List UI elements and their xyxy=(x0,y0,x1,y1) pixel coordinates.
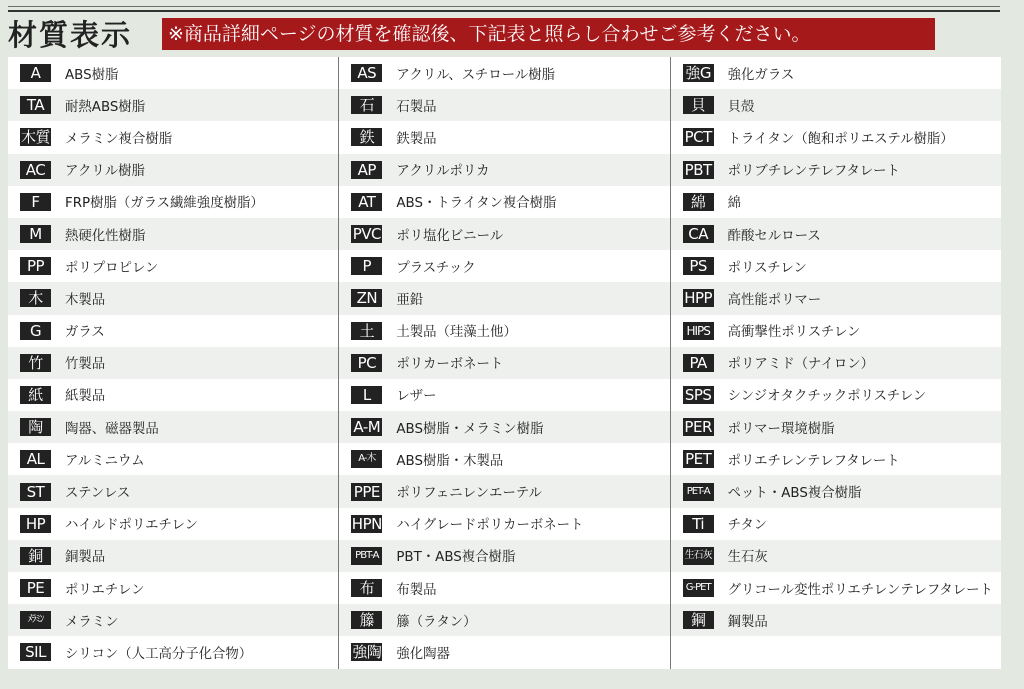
material-row xyxy=(339,443,669,475)
material-row xyxy=(671,636,1001,668)
material-name: ポリカーボネート xyxy=(396,357,504,373)
material-name: 耐熱ABS樹脂 xyxy=(65,99,146,115)
material-row xyxy=(8,89,338,121)
material-code-badge: TA xyxy=(20,96,51,114)
material-row xyxy=(8,282,338,314)
material-column xyxy=(670,57,1001,669)
material-name: 陶器、磁器製品 xyxy=(65,421,159,437)
material-row xyxy=(671,411,1001,443)
material-row xyxy=(8,572,338,604)
material-code-badge: Ti xyxy=(683,515,714,533)
material-name: FRP樹脂（ガラス繊維強度樹脂） xyxy=(65,196,264,212)
material-code-badge: 籐 xyxy=(351,611,382,629)
material-name: ポリマー環境樹脂 xyxy=(727,421,835,437)
material-code-badge: 陶 xyxy=(20,418,51,436)
material-row xyxy=(339,282,669,314)
material-code-badge: HIPS xyxy=(683,322,714,340)
material-name: 強化陶器 xyxy=(396,646,450,662)
material-row xyxy=(671,475,1001,507)
material-name: 生石灰 xyxy=(727,550,768,566)
material-row xyxy=(339,379,669,411)
material-name: 竹製品 xyxy=(65,357,106,373)
material-row xyxy=(671,347,1001,379)
material-name: 籐（ラタン） xyxy=(396,614,477,630)
material-name: アクリル、スチロール樹脂 xyxy=(396,67,556,83)
material-row xyxy=(671,379,1001,411)
material-name: アルミニウム xyxy=(65,453,145,469)
material-row xyxy=(8,250,338,282)
material-code-badge: 貝 xyxy=(683,96,714,114)
material-name: PBT・ABS複合樹脂 xyxy=(396,550,516,566)
material-row xyxy=(8,443,338,475)
material-code-badge: PC xyxy=(351,354,382,372)
material-code-badge: 銅 xyxy=(20,547,51,565)
material-row xyxy=(8,411,338,443)
material-code-badge: A xyxy=(20,64,51,82)
material-name: ステンレス xyxy=(65,486,131,502)
material-name: アクリル樹脂 xyxy=(65,164,145,180)
material-name: ガラス xyxy=(65,325,105,341)
material-name: 酢酸セルロース xyxy=(727,228,821,244)
material-code-badge: L xyxy=(351,386,382,404)
material-name: グリコール変性ポリエチレンテレフタレート xyxy=(727,582,993,598)
material-row xyxy=(671,250,1001,282)
material-code-badge: PPE xyxy=(351,483,382,501)
material-code-badge: A-M xyxy=(351,418,382,436)
material-code-badge: AP xyxy=(351,161,382,179)
material-code-badge: HPN xyxy=(351,514,382,533)
material-row xyxy=(671,282,1001,314)
material-name: ポリエチレンテレフタレート xyxy=(727,453,900,469)
material-code-badge: AT xyxy=(351,193,382,211)
material-code-badge: SIL xyxy=(20,643,51,661)
top-rule xyxy=(8,6,1000,7)
material-code-badge: HPP xyxy=(684,289,713,308)
material-code-badge: ﾒﾗﾐﾝ xyxy=(20,611,51,629)
material-name: 亜鉛 xyxy=(396,292,424,308)
material-name: ポリ塩化ビニール xyxy=(396,228,504,244)
material-code-badge: 石 xyxy=(351,96,382,114)
material-name: ポリアミド（ナイロン） xyxy=(727,357,875,373)
material-row xyxy=(671,186,1001,218)
material-row xyxy=(8,604,338,636)
material-code-badge: P xyxy=(351,257,382,275)
material-code-badge: PET-A xyxy=(683,483,714,501)
material-code-badge: 生石灰 xyxy=(683,547,714,565)
material-code-badge: 木質 xyxy=(20,128,50,147)
material-row xyxy=(671,572,1001,604)
material-code-badge: SPS xyxy=(683,386,714,404)
material-code-badge: PET xyxy=(683,450,714,468)
material-code-badge: AS xyxy=(351,64,382,82)
material-name: ABS樹脂・木製品 xyxy=(396,453,504,469)
material-name: ハイグレードポリカーボネート xyxy=(396,518,584,534)
material-name: ポリブチレンテレフタレート xyxy=(727,164,900,180)
material-name: アクリルポリカ xyxy=(396,164,490,180)
material-row xyxy=(8,379,338,411)
material-row xyxy=(8,154,338,186)
material-code-badge: G xyxy=(20,322,51,340)
material-name: ポリフェニレンエーテル xyxy=(396,486,542,502)
material-row xyxy=(8,475,338,507)
material-row xyxy=(671,89,1001,121)
material-table xyxy=(8,57,1001,669)
material-code-badge: 綿 xyxy=(683,193,714,211)
material-name: シリコン（人工高分子化合物） xyxy=(65,646,253,662)
material-row xyxy=(339,315,669,347)
material-code-badge: M xyxy=(20,225,51,243)
material-code-badge: PBT xyxy=(684,160,712,179)
material-row xyxy=(339,411,669,443)
material-code-badge: 鋼 xyxy=(683,611,714,629)
material-name: 土製品（珪藻土他） xyxy=(396,325,517,341)
material-code-badge: AC xyxy=(20,161,51,179)
material-row xyxy=(339,186,669,218)
material-name: 貝殻 xyxy=(727,99,755,115)
material-row xyxy=(671,154,1001,186)
material-name: 強化ガラス xyxy=(727,67,795,83)
material-code-badge: 鉄 xyxy=(351,128,382,146)
material-row xyxy=(339,604,669,636)
material-code-badge: ZN xyxy=(351,289,382,307)
material-row xyxy=(339,572,669,604)
material-code-badge: PE xyxy=(20,579,51,597)
material-row xyxy=(339,89,669,121)
material-row xyxy=(671,315,1001,347)
material-code-badge: A-木 xyxy=(351,450,382,468)
material-code-badge: 紙 xyxy=(20,386,51,404)
material-code-badge: HP xyxy=(20,515,51,533)
material-column xyxy=(8,57,338,669)
material-name: チタン xyxy=(727,518,768,534)
material-name: 綿 xyxy=(727,196,742,212)
material-code-badge: AL xyxy=(20,450,51,468)
material-code-badge: PBT-A xyxy=(351,547,382,565)
material-row xyxy=(339,347,669,379)
material-name: 紙製品 xyxy=(65,389,106,405)
material-row xyxy=(339,121,669,153)
top-rule-bold xyxy=(8,10,1000,12)
material-row xyxy=(671,121,1001,153)
page-title: 材質表示 xyxy=(8,18,133,52)
material-name: ABS樹脂・メラミン樹脂 xyxy=(396,421,544,437)
material-row xyxy=(8,347,338,379)
material-row xyxy=(671,443,1001,475)
material-row xyxy=(339,250,669,282)
material-name: 熱硬化性樹脂 xyxy=(65,228,146,244)
material-name: 石製品 xyxy=(396,99,437,115)
material-code-badge: 土 xyxy=(351,322,382,340)
material-row xyxy=(339,508,669,540)
material-column xyxy=(338,57,669,669)
material-name: 鋼製品 xyxy=(727,614,768,630)
material-code-badge: PA xyxy=(683,354,714,372)
material-code-badge: 強G xyxy=(683,64,714,82)
material-code-badge: 布 xyxy=(351,579,382,597)
material-code-badge: G-PET xyxy=(683,579,714,597)
material-name: 鉄製品 xyxy=(396,131,437,147)
material-row xyxy=(671,218,1001,250)
material-row xyxy=(8,315,338,347)
material-code-badge: ST xyxy=(20,483,51,501)
material-code-badge: CA xyxy=(683,225,714,243)
material-name: シンジオタクチックポリスチレン xyxy=(727,389,927,405)
material-code-badge: PVC xyxy=(352,225,381,244)
notice-banner: ※商品詳細ページの材質を確認後、下記表と照らし合わせご参考ください。 xyxy=(162,18,935,50)
material-row xyxy=(339,475,669,507)
material-name: メラミン複合樹脂 xyxy=(65,131,173,147)
material-name: ポリスチレン xyxy=(727,260,807,276)
material-row xyxy=(8,540,338,572)
material-code-badge: PCT xyxy=(684,128,712,147)
material-name: ポリエチレン xyxy=(65,582,145,598)
material-row xyxy=(8,186,338,218)
material-row xyxy=(8,218,338,250)
material-row xyxy=(671,604,1001,636)
material-code-badge: PER xyxy=(684,418,712,437)
material-code-badge: PS xyxy=(683,257,714,275)
material-name: 高衝撃性ポリスチレン xyxy=(727,325,861,341)
material-name: ABS・トライタン複合樹脂 xyxy=(396,196,557,212)
material-row xyxy=(671,508,1001,540)
material-row xyxy=(671,57,1001,89)
material-code-badge: F xyxy=(20,193,51,211)
material-name: トライタン（飽和ポリエステル樹脂） xyxy=(727,131,954,147)
material-name: ポリプロピレン xyxy=(65,260,159,276)
material-name: ペット・ABS複合樹脂 xyxy=(727,486,862,502)
material-row xyxy=(671,540,1001,572)
material-name: ハイルドポリエチレン xyxy=(65,518,199,534)
material-name: 木製品 xyxy=(65,292,106,308)
material-code-badge: 竹 xyxy=(20,354,51,372)
material-row xyxy=(339,540,669,572)
material-row xyxy=(339,218,669,250)
material-code-badge: PP xyxy=(20,257,51,275)
material-code-badge: 強陶 xyxy=(352,643,382,662)
material-name: 布製品 xyxy=(396,582,437,598)
material-name: レザー xyxy=(396,389,437,405)
material-row xyxy=(339,57,669,89)
material-row xyxy=(8,508,338,540)
material-code-badge: 木 xyxy=(20,289,51,307)
material-row xyxy=(339,636,669,668)
material-row xyxy=(8,636,338,668)
material-name: 高性能ポリマー xyxy=(727,292,822,308)
material-name: 銅製品 xyxy=(65,550,106,566)
material-row xyxy=(8,57,338,89)
material-name: ABS樹脂 xyxy=(65,67,119,83)
material-name: メラミン xyxy=(65,614,119,630)
material-row xyxy=(339,154,669,186)
material-name: プラスチック xyxy=(396,260,476,276)
material-row xyxy=(8,121,338,153)
